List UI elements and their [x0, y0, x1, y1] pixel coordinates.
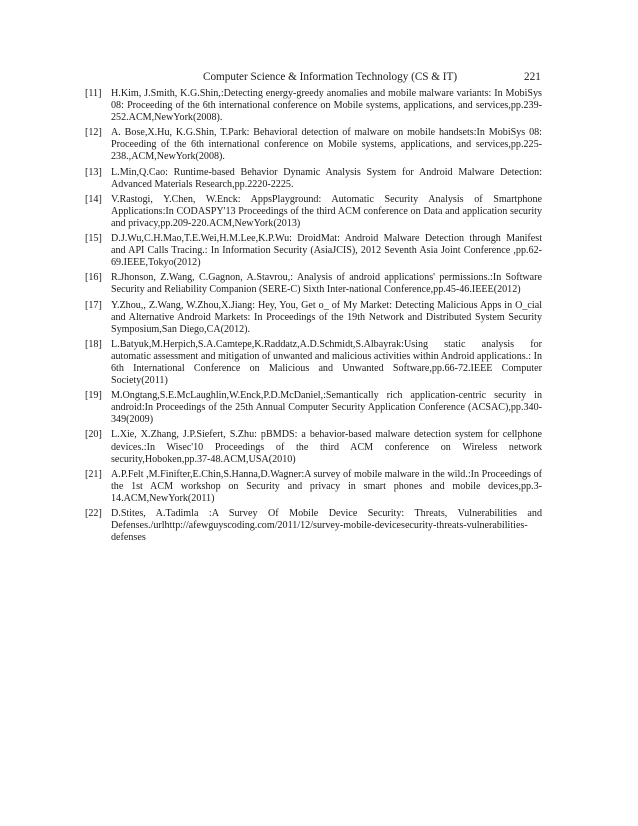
reference-number: [18]	[85, 338, 102, 350]
reference-number: [15]	[85, 233, 102, 245]
reference-item	[85, 127, 542, 163]
reference-list	[85, 88, 542, 547]
reference-text: V.Rastogi, Y.Chen, W.Enck: AppsPlayground: Automatic Security Analysis of Smartphone Applications:In CODASPY'13 Proceedings of the third ACM conference on Data and application security and privacy,pp.209-220.ACM,NewYork(2013)	[111, 193, 542, 229]
reference-item	[85, 194, 542, 230]
reference-number: [13]	[85, 166, 102, 178]
reference-text: D.Stites, A.Tadimla :A Survey Of Mobile Device Security: Threats, Vulnerabilities and Defenses./urlhttp://afewguyscoding.com/2011/12/survey-mobile-devicesecurity-threats-vulnerabilities-defenses	[111, 508, 542, 544]
reference-number: [17]	[85, 299, 102, 311]
reference-item	[85, 272, 542, 296]
reference-item	[85, 339, 542, 387]
reference-text: L.Xie, X.Zhang, J.P.Siefert, S.Zhu: pBMDS: a behavior-based malware detection system for cellphone devices.:In Wisec'10 Proceedings of the third ACM conference on Wireless network security,Hoboken,pp.37-48.ACM,USA(2010)	[111, 429, 542, 465]
reference-item	[85, 233, 542, 269]
journal-title: Computer Science & Information Technology (CS & IT)	[203, 71, 458, 83]
reference-item	[85, 508, 542, 544]
reference-number: [11]	[85, 88, 102, 99]
reference-number: [16]	[85, 272, 102, 284]
reference-item	[85, 88, 542, 124]
reference-text: D.J.Wu,C.H.Mao,T.E.Wei,H.M.Lee,K.P.Wu: DroidMat: Android Malware Detection through Manifest and API Calls Tracing.: In Information Security (AsiaJCIS), 2012 Seventh Asia Joint Conference ,pp.62-69.IEEE,Tokyo(2012)	[111, 233, 542, 269]
reference-text: Y.Zhou,, Z.Wang, W.Zhou,X.Jiang: Hey, You, Get o_ of My Market: Detecting Malicious Apps in O_cial and Alternative Android Markets: In Proceedings of the 19th Network and Distributed System Security Symposium,San Diego,CA(2012).	[111, 299, 542, 335]
reference-item	[85, 429, 542, 465]
reference-item	[85, 167, 542, 191]
running-header	[0, 69, 638, 85]
page-number: 221	[524, 71, 541, 83]
reference-number: [19]	[85, 390, 102, 402]
reference-item	[85, 390, 542, 426]
reference-text: A. Bose,X.Hu, K.G.Shin, T.Park: Behavioral detection of malware on mobile handsets:In MobiSys 08: Proceeding of the 6th international conference on Mobile systems, applications, and services,pp.225-238.,ACM,NewYork(2008).	[111, 127, 542, 163]
reference-text: M.Ongtang,S.E.McLaughlin,W.Enck,P.D.McDaniel,:Semantically rich application-centric security in android:In Proceedings of the 25th Annual Computer Security Application Conference (ACSAC),pp.340-349(2009)	[111, 390, 542, 426]
reference-number: [20]	[85, 429, 102, 441]
reference-number: [21]	[85, 468, 102, 480]
reference-number: [12]	[85, 127, 102, 139]
reference-text: A.P.Felt ,M.Finifter,E.Chin,S.Hanna,D.Wagner:A survey of mobile malware in the wild.:In Proceedings of the 1st ACM workshop on Security and privacy in smart phones and mobile devices,pp.3-14.ACM,NewYork(2011)	[111, 468, 542, 504]
reference-text: H.Kim, J.Smith, K.G.Shin,:Detecting energy-greedy anomalies and mobile malware variants: In MobiSys 08: Proceeding of the 6th international conference on Mobile systems, applications, and services,pp.239-252.ACM,NewYork(2008).	[111, 88, 542, 124]
reference-text: L.Min,Q.Cao: Runtime-based Behavior Dynamic Analysis System for Android Malware Detection: Advanced Materials Research,pp.2220-2225.	[111, 166, 542, 190]
reference-text: L.Batyuk,M.Herpich,S.A.Camtepe,K.Raddatz,A.D.Schmidt,S.Albayrak:Using static analysis for automatic assessment and mitigation of unwanted and malicious activities within Android applications.: In 6th International Conference on Malicious and Unwanted Software,pp.66-72.IEEE Computer Society(2011)	[111, 338, 542, 387]
reference-item	[85, 300, 542, 336]
reference-number: [14]	[85, 193, 102, 205]
reference-text: R.Jhonson, Z.Wang, C.Gagnon, A.Stavrou,: Analysis of android applications' permissions.:In Software Security and Reliability Companion (SERE-C) Sixth Inter-national Conference,pp.45-46.IEEE(2012)	[111, 272, 542, 296]
reference-number: [22]	[85, 508, 102, 519]
reference-item	[85, 469, 542, 505]
